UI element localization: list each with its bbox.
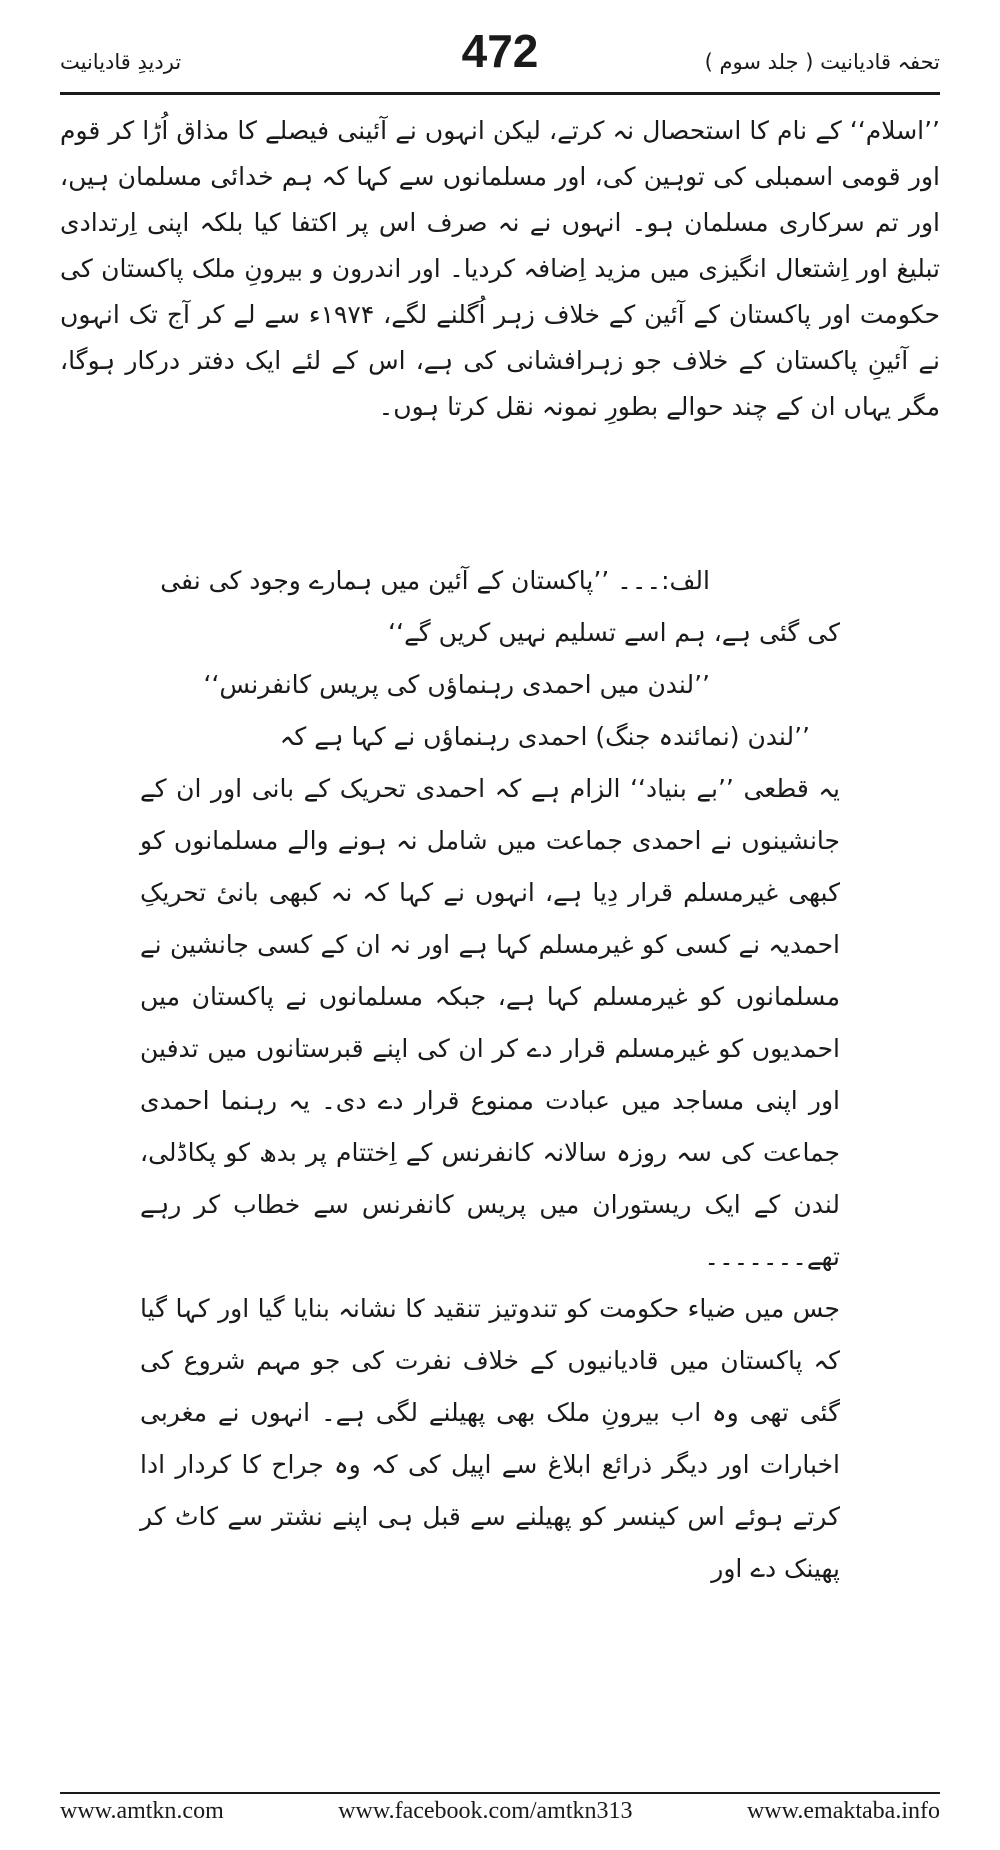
body-text bbox=[60, 108, 940, 430]
quote-line-3: ’’لندن میں احمدی رہنماؤں کی پریس کانفرنس‘‘ bbox=[203, 670, 710, 699]
footer-divider bbox=[60, 1792, 940, 1794]
body-paragraph: ’’اسلام‘‘ کے نام کا استحصال نہ کرتے، لیکن انہوں نے آئینی فیصلے کا مذاق اُڑا کر قوم اور قومی اسمبلی کی توہین کی، اور مسلمانوں سے کہا کہ ہم خدائی مسلمان ہیں، اور تم سرکاری مسلمان ہو۔ انہوں نے نہ صرف اس پر اکتفا کیا بلکہ اپنی اِرتدادی تبلیغ اور اِشتعال انگیزی میں مزید اِضافہ کردیا۔ اور اندرون و بیرونِ ملک پاکستان کی حکومت اور پاکستان کے آئین کے خلاف زہر اُگلنے لگے، ۱۹۷۴ء سے لے کر آج تک انہوں نے آئینِ پاکستان کے خلاف جو زہرافشانی کی ہے، اس کے لئے ایک دفتر درکار ہوگا، مگر یہاں ان کے چند حوالے بطورِ نمونہ نقل کرتا ہوں۔ bbox=[60, 116, 940, 421]
quote-line-1: الف:۔۔۔ ’’پاکستان کے آئین میں ہمارے وجود کی نفی bbox=[160, 566, 710, 595]
quote-block bbox=[140, 555, 840, 1595]
footer-link-emaktaba[interactable]: www.emaktaba.info bbox=[746, 1798, 940, 1824]
header-topic: تردیدِ قادیانیت bbox=[60, 50, 182, 74]
quote-paragraph-2: جس میں ضیاء حکومت کو تندوتیز تنقید کا نشانہ بنایا گیا اور کہا گیا کہ پاکستان میں قادیانیوں کے خلاف نفرت کی جو مہم شروع کی گئی تھی وہ اب بیرونِ ملک بھی پھیلنے لگی ہے۔ انہوں نے مغربی اخبارات اور دیگر ذرائع ابلاغ سے اپیل کی کہ وہ جراح کا کردار ادا کرتے ہوئے اس کینسر کو پھیلنے سے قبل ہی اپنے نشتر سے کاٹ کر پھینک دے اور bbox=[140, 1294, 840, 1583]
page-footer bbox=[60, 1798, 940, 1838]
page-number: 472 bbox=[461, 25, 539, 77]
quote-line-4: ’’لندن (نمائندہ جنگ) احمدی رہنماؤں نے کہا ہے کہ bbox=[279, 722, 810, 751]
quote-paragraph-1: یہ قطعی ’’بے بنیاد‘‘ الزام ہے کہ احمدی تحریک کے بانی اور ان کے جانشینوں نے احمدی جماعت میں شامل نہ ہونے والے مسلمانوں کو کبھی غیرمسلم قرار دِیا ہے، انہوں نے کہا کہ نہ کبھی بانیٔ تحریکِ احمدیہ نے کسی کو غیرمسلم کہا ہے اور نہ ان کے کسی جانشین نے مسلمانوں کو غیرمسلم کہا ہے، جبکہ مسلمانوں نے پاکستان میں احمدیوں کو غیرمسلم قرار دے کر ان کی اپنے قبرستانوں میں تدفین اور اپنی مساجد میں عبادت ممنوع قرار دے دی۔ یہ رہنما احمدی جماعت کی سہ روزہ سالانہ کانفرنس کے اِختتام پر بدھ کو پکاڈلی، لندن کے ایک ریستوران میں پریس کانفرنس سے خطاب کر رہے تھے۔۔۔۔۔۔۔ bbox=[140, 774, 840, 1271]
footer-link-amtkn[interactable]: www.amtkn.com bbox=[60, 1798, 224, 1824]
quote-line-2: کی گئی ہے، ہم اسے تسلیم نہیں کریں گے‘‘ bbox=[388, 618, 840, 647]
book-title: تحفہ قادیانیت ( جلد سوم ) bbox=[704, 50, 940, 74]
page-header bbox=[60, 25, 940, 88]
header-divider bbox=[60, 92, 940, 95]
footer-link-facebook[interactable]: www.facebook.com/amtkn313 bbox=[338, 1798, 633, 1824]
